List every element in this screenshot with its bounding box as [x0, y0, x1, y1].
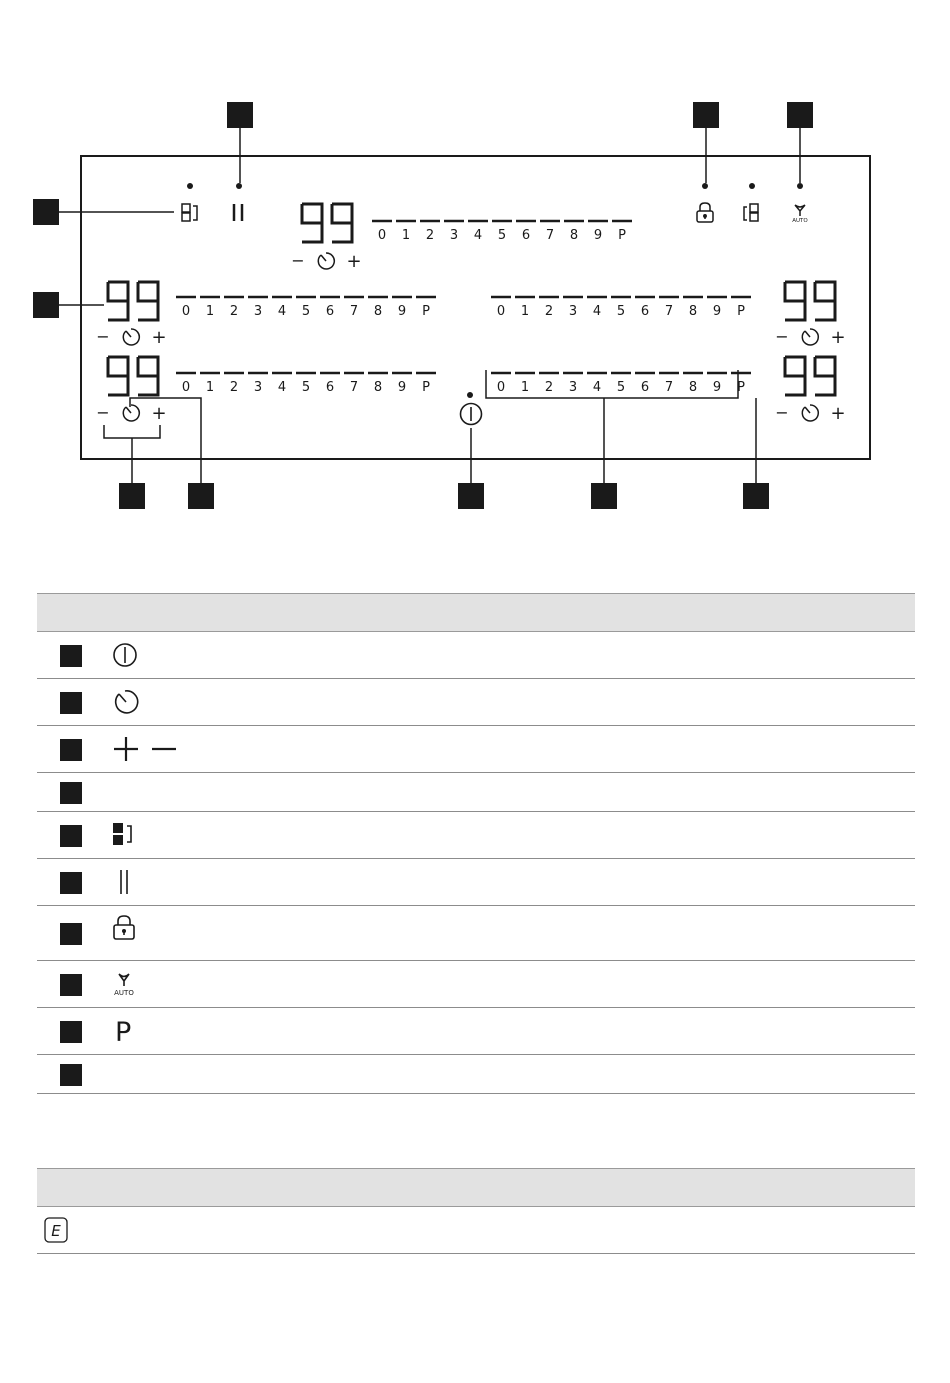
- control-bar-digit: 7: [349, 380, 359, 395]
- seven-segment-digit: [108, 282, 128, 320]
- control-bar-digit: 5: [616, 304, 626, 319]
- control-panel-diagram: [0, 0, 950, 540]
- plus-button[interactable]: +: [830, 327, 846, 348]
- seven-segment-digit: [815, 357, 835, 395]
- table-row: [37, 679, 915, 726]
- control-bar-digit: 8: [688, 380, 698, 395]
- timer-icon-hand: [126, 331, 131, 337]
- control-bar-digit: 6: [325, 304, 335, 319]
- row-marker: [60, 1021, 82, 1043]
- seven-segment-digit: [785, 282, 805, 320]
- control-bar-digit: 2: [544, 304, 554, 319]
- control-bar-digit: 3: [568, 304, 578, 319]
- seven-segment-digit: [332, 204, 352, 242]
- control-bar-digit: 8: [373, 304, 383, 319]
- control-bar-digit: 5: [497, 228, 507, 243]
- row-marker: [60, 692, 82, 714]
- callout-marker-bridge: [33, 199, 59, 225]
- table-row: [37, 859, 915, 906]
- control-bar-digit: 0: [496, 380, 506, 395]
- control-bar-digit: 9: [712, 380, 722, 395]
- seven-segment-digit: [138, 357, 158, 395]
- minus-button[interactable]: −: [291, 251, 305, 270]
- row-marker: [60, 739, 82, 761]
- control-bar-digit: 6: [325, 380, 335, 395]
- svg-text:AUTO: AUTO: [114, 989, 134, 997]
- control-bar-digit: 8: [569, 228, 579, 243]
- plus-button[interactable]: +: [346, 251, 362, 272]
- control-bar-digit: 7: [545, 228, 555, 243]
- control-bar[interactable]: [491, 373, 751, 395]
- control-bar-digit: 4: [592, 304, 602, 319]
- control-bar-digit: 0: [181, 380, 191, 395]
- timer-control: [775, 403, 845, 424]
- callout-marker-display: [33, 292, 59, 318]
- table-row: [37, 812, 915, 859]
- bridge-right-icon[interactable]: [744, 204, 758, 221]
- plus-minus-icon: [112, 736, 182, 762]
- control-bar-digit: 1: [205, 380, 215, 395]
- table-row: [37, 961, 915, 1008]
- callout-marker-power: [458, 483, 484, 509]
- timer-icon-hand: [321, 255, 326, 261]
- table-row: [37, 906, 915, 961]
- control-bar-digit: P: [422, 304, 430, 319]
- minus-button[interactable]: −: [96, 327, 110, 346]
- minus-button[interactable]: −: [96, 403, 110, 422]
- control-bar[interactable]: [176, 297, 436, 319]
- power-level-display: [785, 282, 835, 320]
- seven-segment-digit: [108, 357, 128, 395]
- displays: [108, 204, 835, 395]
- callout-marker-pause: [227, 102, 253, 128]
- minus-button[interactable]: −: [775, 403, 789, 422]
- control-bar-digit: 9: [593, 228, 603, 243]
- power-icon: [112, 641, 140, 669]
- callout-marker-plus-minus: [119, 483, 145, 509]
- table-row: [37, 726, 915, 773]
- indicator-dots: [187, 183, 803, 398]
- control-bar-digit: 3: [253, 304, 263, 319]
- control-bar-digit: 0: [496, 304, 506, 319]
- control-bar-digit: 3: [568, 380, 578, 395]
- callout-marker-hob2hood: [787, 102, 813, 128]
- timer-control: [96, 327, 166, 348]
- error-table: [37, 1168, 915, 1254]
- svg-text:P: P: [115, 1017, 132, 1046]
- control-bar-digit: 2: [229, 304, 239, 319]
- control-bar[interactable]: [372, 221, 632, 243]
- table-row: [37, 1055, 915, 1094]
- control-bar-digit: 1: [401, 228, 411, 243]
- callout-marker-power-boost: [743, 483, 769, 509]
- seven-segment-digit: [302, 204, 322, 242]
- control-bar-digit: 2: [229, 380, 239, 395]
- control-bar-digit: 0: [181, 304, 191, 319]
- control-bar-digit: 2: [425, 228, 435, 243]
- control-bar-digit: 1: [520, 380, 530, 395]
- timer-icon-hand: [805, 407, 810, 413]
- control-bars: [176, 221, 751, 395]
- control-bar-digit: P: [737, 380, 745, 395]
- control-bar-digit: P: [422, 380, 430, 395]
- callout-marker-control-bar: [591, 483, 617, 509]
- control-bar-digit: 4: [592, 380, 602, 395]
- error-table-header: [37, 1168, 915, 1207]
- control-bar-digit: 3: [253, 380, 263, 395]
- hob-to-hood-auto-icon: [112, 971, 140, 999]
- pause-icon: [112, 868, 140, 896]
- timer-icon: [112, 688, 140, 716]
- svg-text:AUTO: AUTO: [792, 218, 808, 224]
- control-bar-digit: 4: [277, 380, 287, 395]
- lock-icon[interactable]: [697, 203, 713, 222]
- minus-button[interactable]: −: [775, 327, 789, 346]
- control-bar-digit: 3: [449, 228, 459, 243]
- control-bar-digit: 4: [473, 228, 483, 243]
- power-level-display: [785, 357, 835, 395]
- control-bar-digit: 9: [397, 304, 407, 319]
- row-marker: [60, 974, 82, 996]
- plus-button[interactable]: +: [151, 327, 167, 348]
- table-row: [37, 632, 915, 679]
- row-marker: [60, 1064, 82, 1086]
- table-row: [37, 773, 915, 812]
- plus-button[interactable]: +: [151, 403, 167, 424]
- control-bar-digit: 5: [616, 380, 626, 395]
- row-marker: [60, 923, 82, 945]
- error-e-icon: [44, 1217, 68, 1247]
- seven-segment-digit: [815, 282, 835, 320]
- control-bar[interactable]: [491, 297, 751, 319]
- timer-icon-hand: [126, 407, 131, 413]
- power-boost-icon: [112, 1014, 140, 1046]
- control-bar-digit: P: [618, 228, 626, 243]
- control-bar-digit: 0: [377, 228, 387, 243]
- control-bar-digit: 7: [349, 304, 359, 319]
- control-panel-outline: [81, 156, 870, 459]
- row-marker: [60, 782, 82, 804]
- control-bar-digit: 8: [373, 380, 383, 395]
- power-icon[interactable]: [461, 404, 482, 425]
- table-row: [37, 1207, 915, 1254]
- control-bar-digit: P: [737, 304, 745, 319]
- timer-control: [96, 403, 166, 424]
- bridge-icon[interactable]: [182, 204, 197, 221]
- row-marker: [60, 645, 82, 667]
- control-bar-digit: 6: [521, 228, 531, 243]
- lock-icon: [112, 914, 140, 942]
- power-level-display: [108, 357, 158, 395]
- bridge-icon: [112, 821, 140, 849]
- seven-segment-digit: [138, 282, 158, 320]
- plus-button[interactable]: +: [830, 403, 846, 424]
- table-row: [37, 1008, 915, 1055]
- symbol-table-header: [37, 593, 915, 632]
- power-level-display: [108, 282, 158, 320]
- control-bar-digit: 4: [277, 304, 287, 319]
- control-bar-digit: 7: [664, 304, 674, 319]
- pause-icon[interactable]: [234, 204, 242, 221]
- control-bar-digit: 7: [664, 380, 674, 395]
- callout-marker-timer: [188, 483, 214, 509]
- control-bar-digit: 2: [544, 380, 554, 395]
- timer-control: [291, 251, 361, 272]
- control-bar-digit: 6: [640, 380, 650, 395]
- control-bar-digit: 1: [205, 304, 215, 319]
- symbol-table: [37, 593, 915, 1094]
- control-bar[interactable]: [176, 373, 436, 395]
- hob-to-hood-auto-icon[interactable]: [792, 205, 808, 224]
- control-bar-digit: 1: [520, 304, 530, 319]
- timer-icon-hand: [805, 331, 810, 337]
- control-bar-digit: 5: [301, 380, 311, 395]
- callout-marker-lock: [693, 102, 719, 128]
- power-level-display: [302, 204, 352, 242]
- control-bar-digit: 8: [688, 304, 698, 319]
- control-bar-digit: 5: [301, 304, 311, 319]
- svg-text:E: E: [51, 1222, 61, 1240]
- seven-segment-digit: [785, 357, 805, 395]
- timer-control: [775, 327, 845, 348]
- row-marker: [60, 825, 82, 847]
- control-bar-digit: 9: [712, 304, 722, 319]
- control-bar-digit: 9: [397, 380, 407, 395]
- row-marker: [60, 872, 82, 894]
- control-bar-digit: 6: [640, 304, 650, 319]
